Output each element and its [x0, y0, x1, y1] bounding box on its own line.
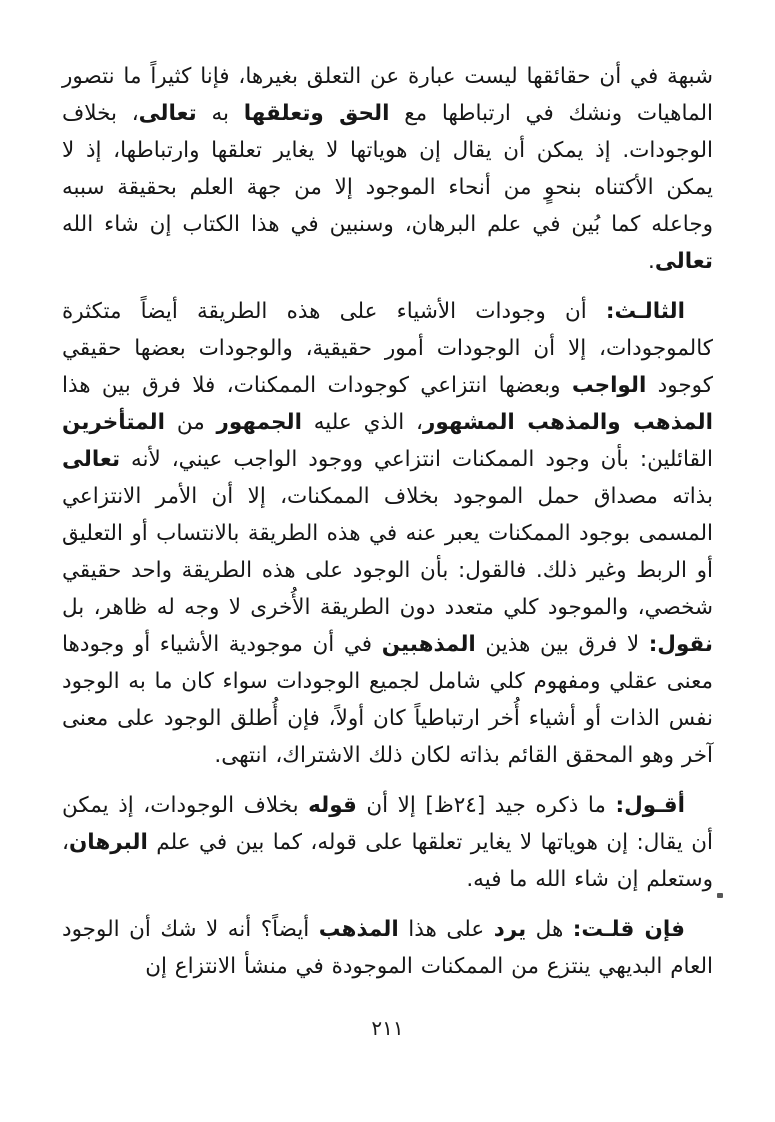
text-run: في أن موجودية الأشياء أو وجودها معنى عقلي ومفهوم كلي شامل لجميع الوجودات سواء كان ما به الوجود نفس الذات أو أشياء أُخر ارتباطياً كان أولاً، فإن أُطلق الوجود على معنى آخر وهو المحقق القائم بذاته لكان ذلك الاشتراك، انتهى.	[62, 632, 713, 768]
bold-text-run: الثالـث:	[605, 299, 685, 324]
text-run: وبعضها انتزاعي كوجودات الممكنات، فلا فرق بين هذا	[62, 373, 572, 398]
text-run: ، الذي عليه	[301, 410, 423, 435]
bold-text-run: نقول:	[648, 632, 713, 657]
page-number: ٢١١	[371, 1016, 404, 1040]
text-run: على هذا	[398, 917, 494, 942]
text-run: أيضاً؟ أنه لا شك أن الوجود العام البديهي ينتزع من الممكنات الموجودة في منشأ الانتزاع إن	[62, 917, 713, 979]
paragraph	[62, 911, 713, 985]
bold-text-run: قوله	[308, 793, 357, 818]
bold-text-run: الواجب	[571, 373, 647, 398]
text-run: بذاته مصداق حمل الموجود بخلاف الممكنات، إلا أن الأمر الانتزاعي المسمى بوجود الممكنات يعبر عنه في هذه الطريقة بالانتساب أو التعليق أو الربط وغير ذلك. فالقول: بأن الوجود على هذه الطريقة واحد حقيقي شخصي، والموجود كلي متعدد دون الطريقة الأُخرى لا وجه له ظاهر، بل	[62, 484, 713, 620]
bold-text-run: المذهبين	[381, 632, 476, 657]
text-run: أن وجودات الأشياء على هذه الطريقة أيضاً متكثرة كالموجودات، إلا أن الوجودات أمور حقيقية، والوجودات بعضها حقيقي كوجود	[62, 299, 713, 398]
bold-text-run: تعالى	[62, 447, 121, 472]
bold-text-run: الحق وتعلقها	[243, 101, 390, 126]
text-run: هل	[526, 917, 573, 942]
bold-text-run: البرهان	[68, 830, 148, 855]
text-run: ما ذكره جيد [٢٤ظ] إلا أن	[356, 793, 616, 818]
text-run: من	[165, 410, 217, 435]
text-run: لا فرق بين هذين	[475, 632, 649, 657]
bold-text-run: تعالى	[138, 101, 197, 126]
bold-text-run: تعالى	[654, 249, 713, 274]
text-run: ، وستعلم إن شاء الله ما فيه.	[62, 830, 713, 892]
bold-text-run: المذهب	[318, 917, 399, 942]
bold-text-run: أقـول:	[615, 793, 685, 818]
bold-text-run: المتأخرين	[62, 410, 165, 435]
paragraph	[62, 293, 713, 774]
text-run: القائلين: بأن وجود الممكنات انتزاعي ووجود الواجب عيني، لأنه	[120, 447, 713, 472]
text-run: به	[196, 101, 244, 126]
text-run: شبهة في أن حقائقها ليست عبارة عن التعلق بغيرها، فإنا كثيراً ما نتصور الماهيات ونشك في ارتباطها مع	[62, 64, 713, 126]
bold-text-run: الجمهور	[216, 410, 302, 435]
text-run: بخلاف الوجودات، إذ يمكن أن يقال: إن هوياتها لا يغاير تعلقها على قوله، كما بين في علم	[62, 793, 713, 855]
text-run: .	[648, 249, 655, 274]
paragraph	[62, 58, 713, 280]
text-run: ، بخلاف الوجودات. إذ يمكن أن يقال إن هوياتها لا يغاير تعلقها وارتباطها، إذ لا يمكن الأكتناه بنحوٍ من أنحاء الموجود إلا من جهة العلم بحقيقة سببه وجاعله كما بُين في علم البرهان، وسنبين في هذا الكتاب إن شاء الله	[62, 101, 713, 237]
paragraph	[62, 787, 713, 898]
scan-artifact-dot	[717, 893, 723, 898]
page-text	[62, 58, 713, 998]
bold-text-run: يرد	[493, 917, 527, 942]
bold-text-run: المذهب والمذهب المشهور	[422, 410, 713, 435]
bold-text-run: فإن قلـت:	[572, 917, 685, 942]
